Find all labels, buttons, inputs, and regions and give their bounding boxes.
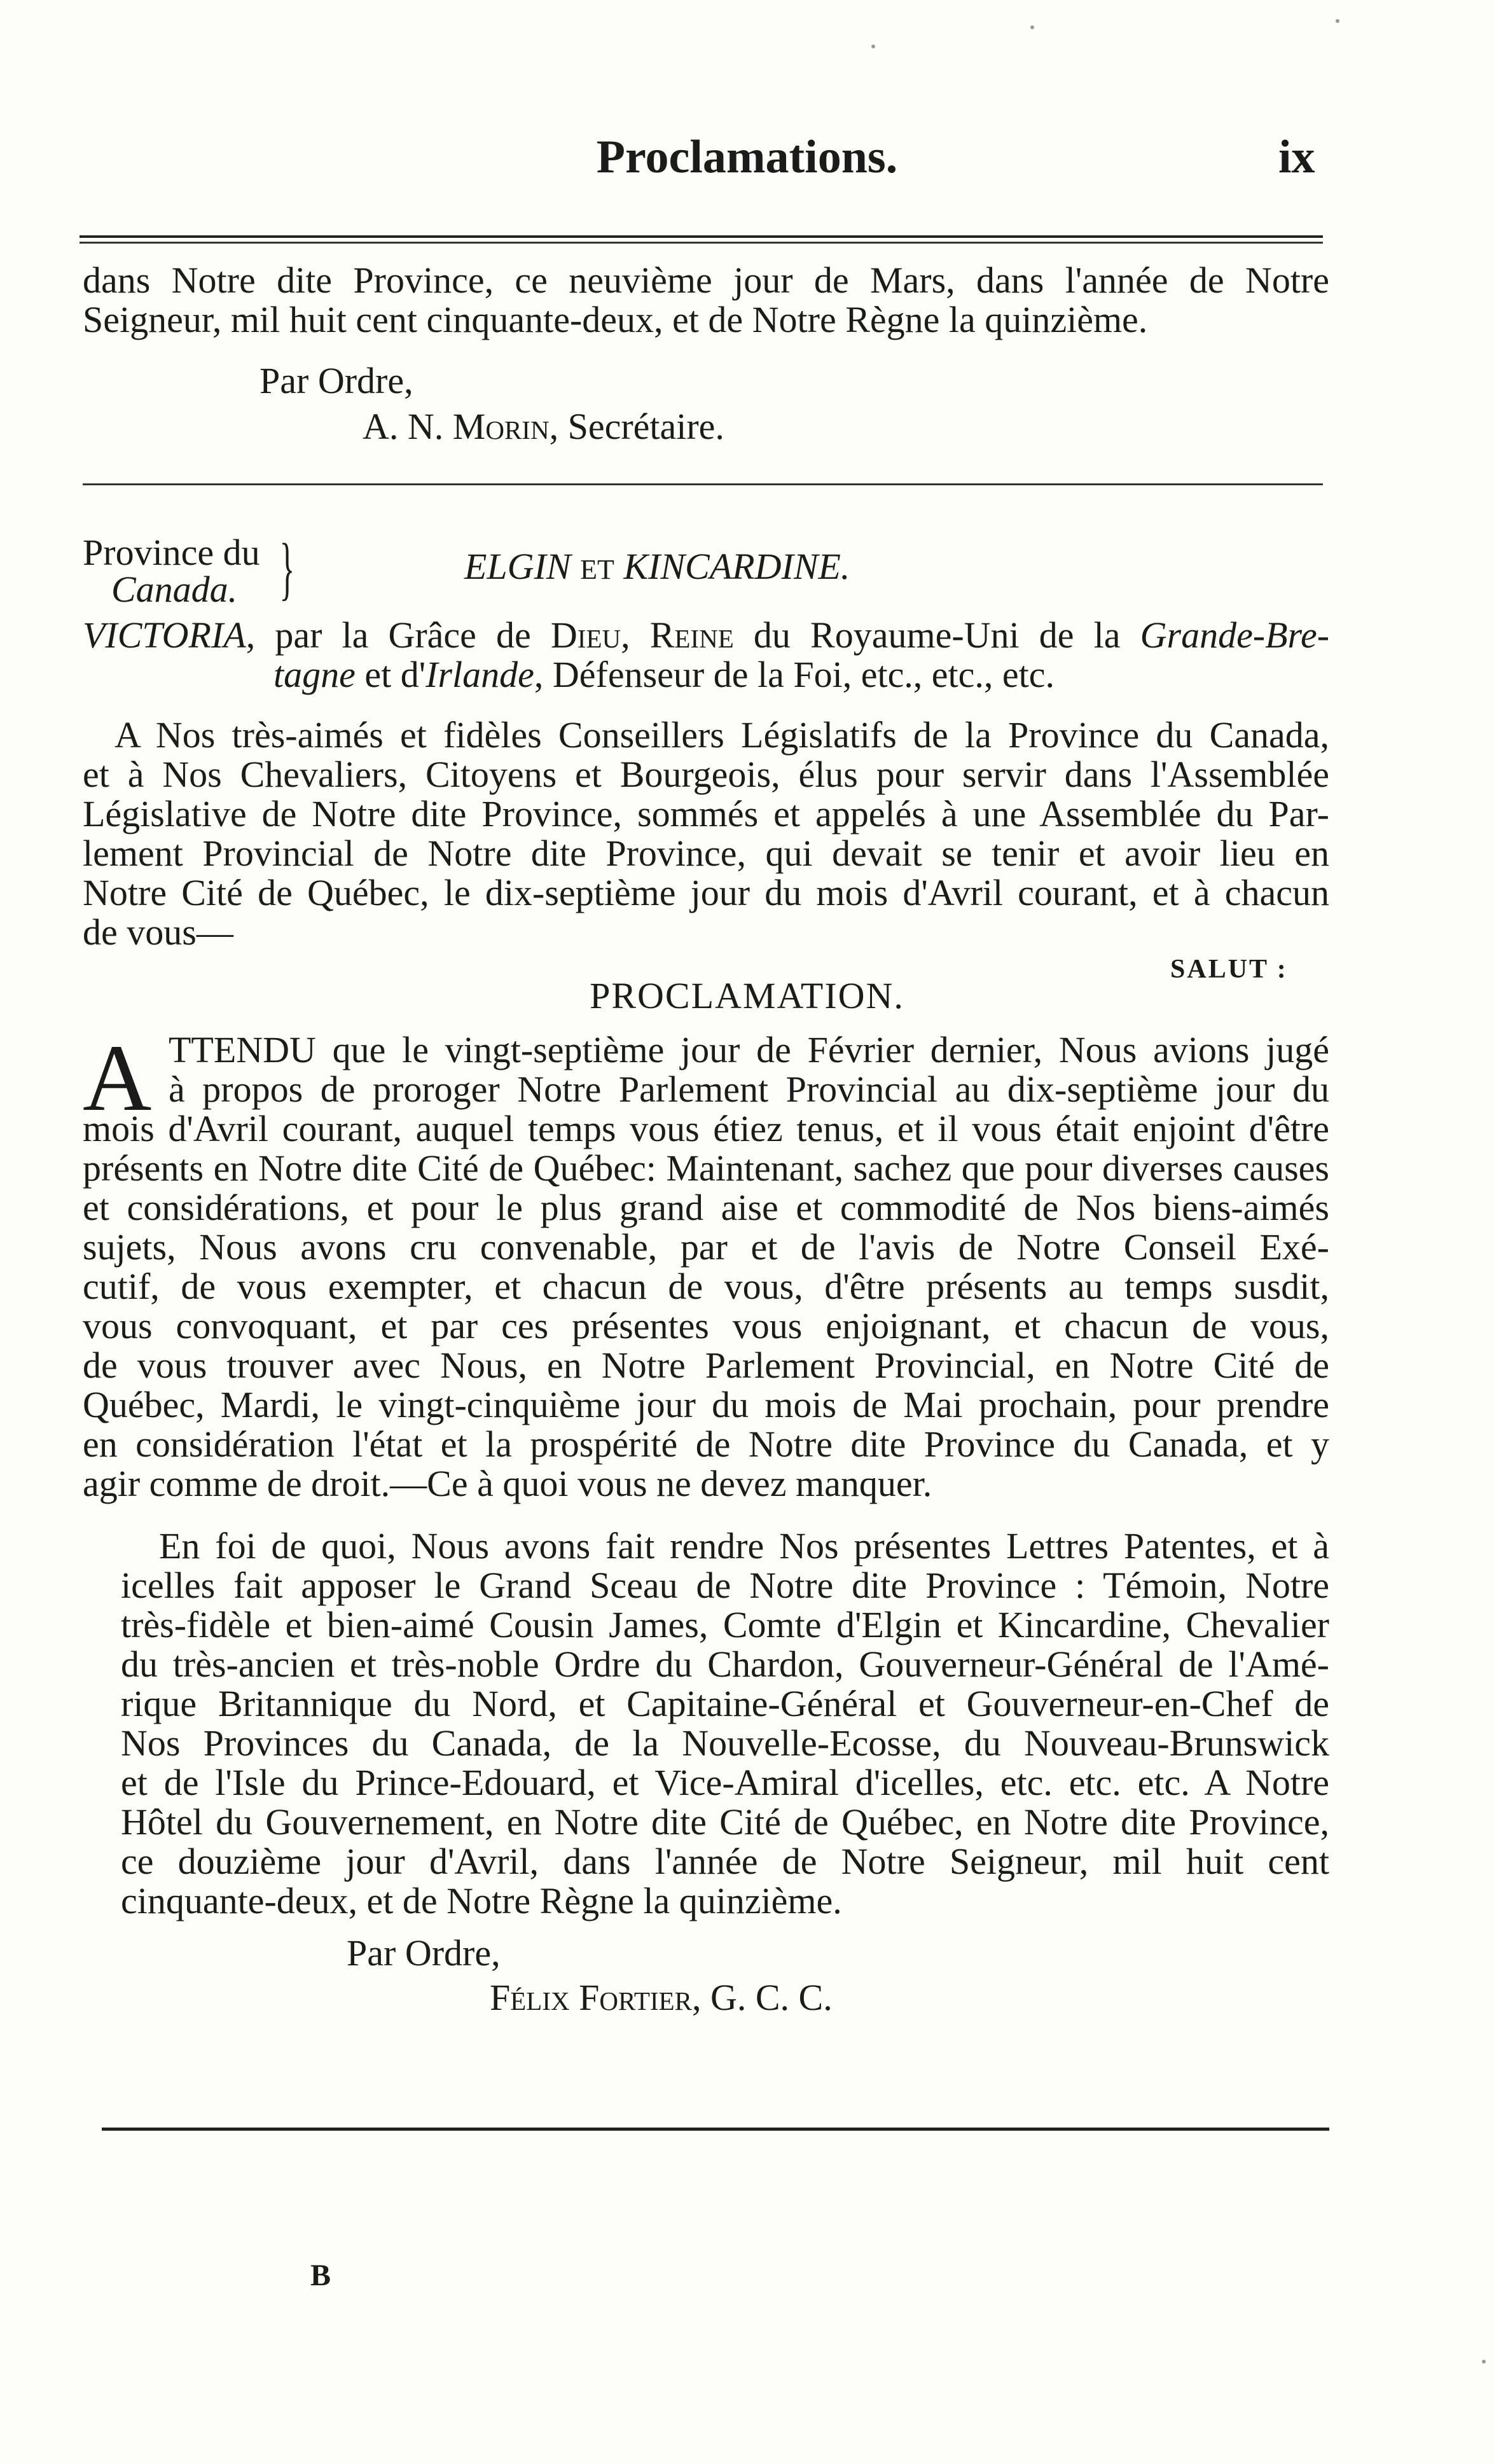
victoria-comma: , [621, 614, 630, 656]
drop-cap: A [83, 1025, 152, 1131]
signature-suffix: , G. C. C. [691, 1977, 833, 2018]
footer-rule [102, 2128, 1329, 2131]
header-rule [80, 235, 1323, 238]
section-divider [83, 483, 1323, 485]
elgin-heading [464, 547, 850, 590]
top-line-1: dans Notre dite Province, ce neuvième jour de Mars, dans l'année de Notre [83, 260, 1329, 301]
proclamation-heading: PROCLAMATION. [590, 975, 904, 1016]
page-title: Proclamations. [596, 131, 898, 183]
witness-line-3: très-fidèle et bien-aimé Cousin James, Comte d'Elgin et Kincardine, Chevalier [121, 1604, 1329, 1645]
address-line-2: et à Nos Chevaliers, Citoyens et Bourgeois, élus pour servir dans l'Assemblée [83, 754, 1329, 795]
body-line-5: et considérations, et pour le plus grand aise et commodité de Nos biens-aimés [83, 1187, 1329, 1228]
signature-name: Morin [452, 406, 550, 447]
body-line-12: agir comme de droit.—Ce à quoi vous ne devez manquer. [83, 1463, 932, 1504]
par-ordre-1: Par Ordre, [259, 360, 413, 401]
victoria-text-3: et d' [364, 654, 426, 695]
body-line-11: en considération l'état et la prospérité de Notre dite Province du Canada, et y [83, 1423, 1329, 1465]
province-canada: Canada. [111, 569, 238, 610]
address-line-6: de vous— [83, 911, 233, 953]
scan-speck [1030, 25, 1034, 29]
body-line-3: mois d'Avril courant, auquel temps vous étiez tenus, et il vous était enjoint d'être [83, 1108, 1329, 1149]
heading-elgin: ELGIN [464, 546, 571, 587]
victoria-irlande: Irlande [425, 654, 534, 695]
body-line-9: de vous trouver avec Nous, en Notre Parlement Provincial, en Notre Cité de [83, 1345, 1329, 1386]
witness-line-10: cinquante-deux, et de Notre Règne la quinzième. [121, 1880, 842, 1921]
body-line-8: vous convoquant, et par ces présentes vous enjoignant, et chacun de vous, [83, 1305, 1329, 1346]
victoria-text-4: , Défenseur de la Foi, etc., etc., etc. [534, 654, 1055, 695]
victoria-text-2: du Royaume-Uni de la [753, 614, 1121, 656]
witness-line-9: ce douzième jour d'Avril, dans l'année de Notre Seigneur, mil huit cent [121, 1841, 1329, 1882]
signature-initials: A. N. [363, 406, 444, 447]
header-rule-secondary [80, 242, 1323, 244]
address-line-4: lement Provincial de Notre dite Province, qui devait se tenir et avoir lieu en [83, 833, 1329, 874]
address-line-5: Notre Cité de Québec, le dix-septième jour du mois d'Avril courant, et à chacun [83, 872, 1329, 913]
address-line-1: A Nos très-aimés et fidèles Conseillers Législatifs de la Province du Canada, [114, 714, 1329, 756]
signature-title: , Secrétaire. [549, 406, 724, 447]
victoria-tagne: tagne [273, 654, 356, 695]
witness-line-7: et de l'Isle du Prince-Edouard, et Vice-Amiral d'icelles, etc. etc. etc. A Notre [121, 1762, 1329, 1803]
scan-speck [1336, 19, 1339, 23]
body-line-10: Québec, Mardi, le vingt-cinquième jour du mois de Mai prochain, pour prendre [83, 1384, 1329, 1425]
heading-et: ET [580, 554, 614, 585]
victoria-name: VICTORIA [83, 614, 246, 656]
witness-line-6: Nos Provinces du Canada, de la Nouvelle-Ecosse, du Nouveau-Brunswick [121, 1722, 1329, 1764]
body-line-6: sujets, Nous avons cru convenable, par et de l'avis de Notre Conseil Exé- [83, 1226, 1329, 1268]
victoria-line-1 [83, 616, 1329, 655]
province-line-1: Province du [83, 532, 260, 573]
witness-line-4: du très-ancien et très-noble Ordre du Chardon, Gouverneur-Général de l'Amé- [121, 1644, 1329, 1685]
signature-mark: B [310, 2259, 331, 2292]
signature-last: Fortier [579, 1977, 692, 2018]
par-ordre-2: Par Ordre, [347, 1932, 501, 1974]
victoria-text-1: , par la Grâce de [246, 614, 531, 656]
victoria-grande-bretagne: Grande-Bre- [1140, 614, 1330, 656]
page-number: ix [1278, 131, 1315, 183]
brace-icon: } [279, 529, 295, 607]
heading-kincardine: KINCARDINE. [623, 546, 850, 587]
witness-line-8: Hôtel du Gouvernement, en Notre dite Cité de Québec, en Notre dite Province, [121, 1801, 1329, 1843]
signature-morin [363, 407, 724, 446]
top-line-2: Seigneur, mil huit cent cinquante-deux, et de Notre Règne la quinzième. [83, 299, 1148, 340]
victoria-dieu: Dieu [550, 614, 621, 656]
salut-label: SALUT : [1170, 955, 1288, 984]
body-line-4: présents en Notre dite Cité de Québec: Maintenant, sachez que pour diverses causes [83, 1147, 1329, 1189]
body-line-1: TTENDU que le vingt-septième jour de Février dernier, Nous avions jugé [169, 1029, 1329, 1070]
signature-first: Félix [490, 1977, 570, 2018]
body-line-7: cutif, de vous exempter, et chacun de vous, d'être présents au temps susdit, [83, 1266, 1329, 1307]
victoria-reine: Reine [649, 614, 734, 656]
signature-fortier [490, 1978, 833, 2018]
scan-speck [871, 45, 875, 48]
province-line-2 [111, 570, 237, 609]
witness-line-5: rique Britannique du Nord, et Capitaine-Général et Gouverneur-en-Chef de [121, 1683, 1329, 1724]
victoria-line-2 [273, 655, 1055, 695]
witness-line-1: En foi de quoi, Nous avons fait rendre Nos présentes Lettres Patentes, et à [159, 1525, 1329, 1567]
scan-speck [1482, 2360, 1486, 2364]
body-line-2: à propos de proroger Notre Parlement Provincial au dix-septième jour du [169, 1069, 1329, 1110]
witness-line-2: icelles fait apposer le Grand Sceau de Notre dite Province : Témoin, Notre [121, 1565, 1329, 1606]
address-line-3: Législative de Notre dite Province, sommés et appelés à une Assemblée du Par- [83, 793, 1329, 834]
